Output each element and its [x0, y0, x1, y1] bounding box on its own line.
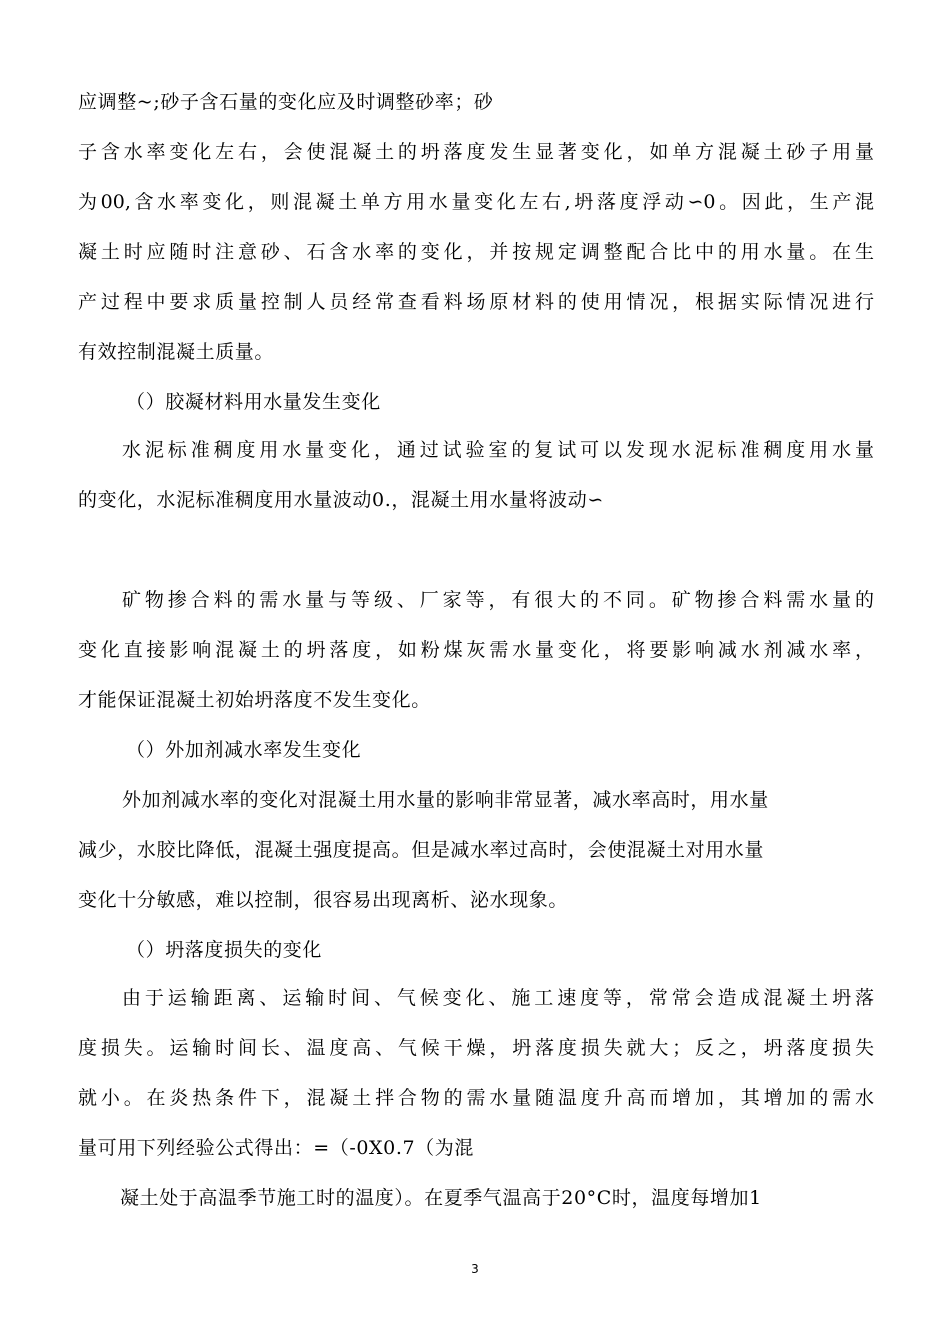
section-heading: （）胶凝材料用水量发生变化 — [126, 391, 381, 413]
text-line: 有效控制混凝土质量。 — [78, 341, 275, 363]
text-line: 外加剂减水率的变化对混凝土用水量的影响非常显著，减水率高时，用水量 — [122, 789, 769, 811]
text-line: 子含水率变化左右，会使混凝土的坍落度发生显著变化，如单方混凝土砂子用量 — [78, 141, 874, 163]
text-line: 凝土处于高温季节施工时的温度）。在夏季气温高于20°C时，温度每增加1 — [120, 1187, 762, 1209]
text-line: 由于运输距离、运输时间、气候变化、施工速度等，常常会造成混凝土坍落 — [122, 987, 874, 1009]
page-number: 3 — [471, 1262, 479, 1276]
text-line: 才能保证混凝土初始坍落度不发生变化。 — [78, 689, 431, 711]
text-line: 变化直接影响混凝土的坍落度，如粉煤灰需水量变化，将要影响减水剂减水率， — [78, 639, 874, 661]
text-line: 的变化，水泥标准稠度用水量波动0.，混凝土用水量将波动∽ — [78, 489, 604, 511]
text-line: 凝土时应随时注意砂、石含水率的变化，并按规定调整配合比中的用水量。在生 — [78, 241, 874, 263]
text-line: 变化十分敏感，难以控制，很容易出现离析、泌水现象。 — [78, 889, 569, 911]
text-line: 量可用下列经验公式得出：=（-0X0.7（为混 — [78, 1137, 474, 1159]
text-line: 为00,含水率变化，则混凝土单方用水量变化左右,坍落度浮动∽0。因此，生产混 — [78, 191, 874, 213]
text-line: 度损失。运输时间长、温度高、气候干燥，坍落度损失就大；反之，坍落度损失 — [78, 1037, 874, 1059]
text-line: 应调整~;砂子含石量的变化应及时调整砂率；砂 — [78, 91, 494, 113]
text-line: 减少，水胶比降低，混凝土强度提高。但是减水率过高时，会使混凝土对用水量 — [78, 839, 765, 861]
section-heading: （）坍落度损失的变化 — [126, 939, 323, 961]
text-line: 矿物掺合料的需水量与等级、厂家等，有很大的不同。矿物掺合料需水量的 — [122, 589, 874, 611]
text-line: 产过程中要求质量控制人员经常查看料场原材料的使用情况，根据实际情况进行 — [78, 291, 874, 313]
text-line: 水泥标准稠度用水量变化，通过试验室的复试可以发现水泥标准稠度用水量 — [122, 439, 874, 461]
section-heading: （）外加剂减水率发生变化 — [126, 739, 362, 761]
text-line: 就小。在炎热条件下，混凝土拌合物的需水量随温度升高而增加，其增加的需水 — [78, 1087, 874, 1109]
